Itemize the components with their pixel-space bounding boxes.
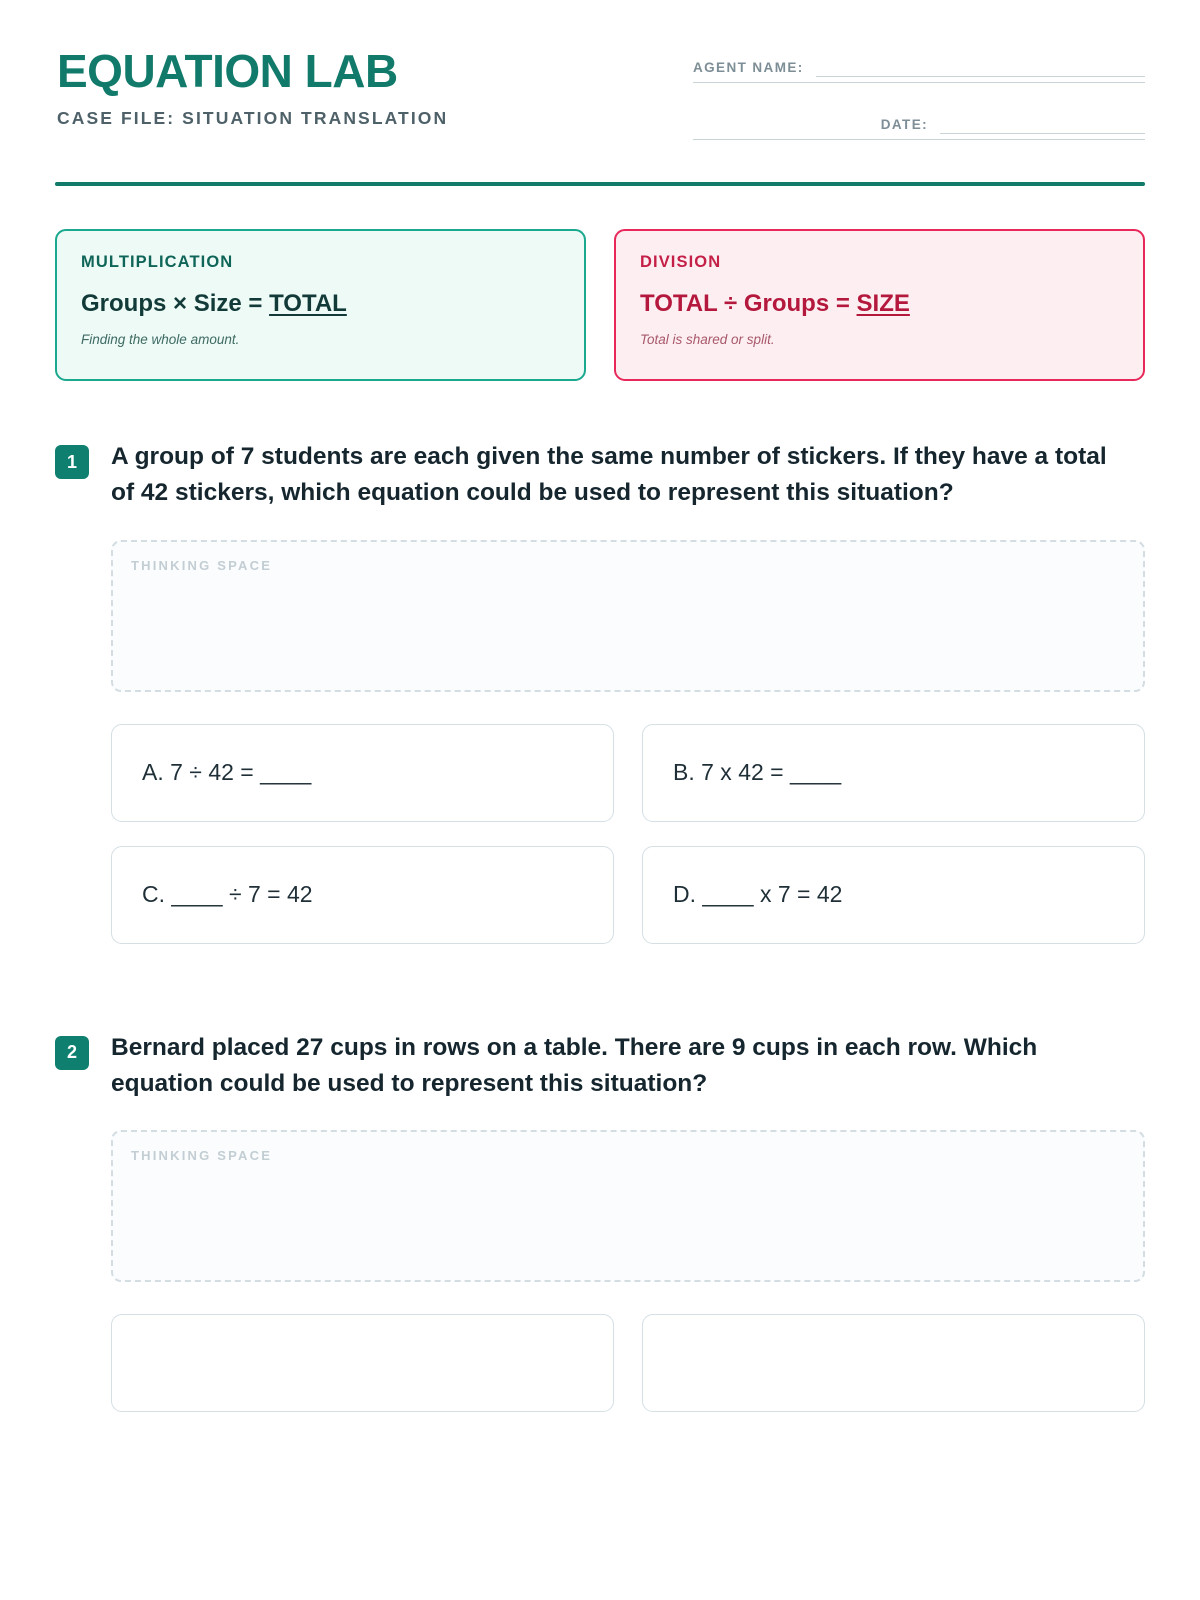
division-note: Total is shared or split. <box>640 332 775 347</box>
question-1-prompt: A group of 7 students are each given the same number of stickers. If they have a total of 42 stickers, which equation could be used to represent this situation? <box>111 443 1107 507</box>
brand-block <box>55 45 449 129</box>
division-formula-prefix: TOTAL ÷ Groups = <box>640 290 857 317</box>
question-1-thinking-space[interactable] <box>111 540 1145 692</box>
multiplication-note: Finding the whole amount. <box>81 332 240 347</box>
choice-option[interactable]: D. ____ x 7 = 42 <box>642 846 1145 944</box>
choice-option[interactable] <box>111 1314 614 1412</box>
date-input[interactable] <box>940 118 1145 134</box>
division-formula-key: SIZE <box>856 290 910 317</box>
question-1-head <box>55 439 1145 512</box>
question-2-prompt: Bernard placed 27 cups in rows on a table. There are 9 cups in each row. Which equation could be used to represent this situation? <box>111 1033 1038 1097</box>
reference-card-multiplication <box>55 229 586 381</box>
agent-name-label: AGENT NAME: <box>693 60 804 75</box>
question-2-head <box>55 1030 1145 1103</box>
identity-fields <box>693 48 1145 140</box>
question-1-number: 1 <box>55 445 89 479</box>
reference-cards <box>55 229 1145 381</box>
multiplication-formula <box>81 290 560 318</box>
division-formula <box>640 290 1119 318</box>
multiplication-formula-key: TOTAL <box>269 290 347 317</box>
choice-option[interactable]: A. 7 ÷ 42 = ____ <box>111 724 614 822</box>
worksheet-header <box>55 0 1145 140</box>
page-title: EQUATION LAB <box>57 45 398 97</box>
choice-option[interactable]: B. 7 x 42 = ____ <box>642 724 1145 822</box>
division-kicker: DIVISION <box>640 253 722 271</box>
agent-name-input[interactable] <box>816 61 1145 77</box>
date-row <box>693 117 1145 140</box>
choice-option[interactable] <box>642 1314 1145 1412</box>
question-2 <box>55 1030 1145 1413</box>
question-2-thinking-space[interactable] <box>111 1130 1145 1282</box>
thinking-space-label: THINKING SPACE <box>131 1148 273 1163</box>
choice-option[interactable]: C. ____ ÷ 7 = 42 <box>111 846 614 944</box>
page-subtitle: CASE FILE: SITUATION TRANSLATION <box>57 108 449 128</box>
multiplication-formula-prefix: Groups × Size = <box>81 290 270 317</box>
reference-card-division <box>614 229 1145 381</box>
date-label: DATE: <box>880 117 928 132</box>
thinking-space-label: THINKING SPACE <box>131 557 273 573</box>
question-1-choices <box>111 724 1145 944</box>
multiplication-kicker: MULTIPLICATION <box>81 253 234 271</box>
agent-name-row <box>693 60 1145 83</box>
question-2-choices <box>111 1314 1145 1412</box>
header-divider <box>55 182 1145 186</box>
question-2-number: 2 <box>55 1036 89 1070</box>
question-1 <box>55 439 1145 944</box>
